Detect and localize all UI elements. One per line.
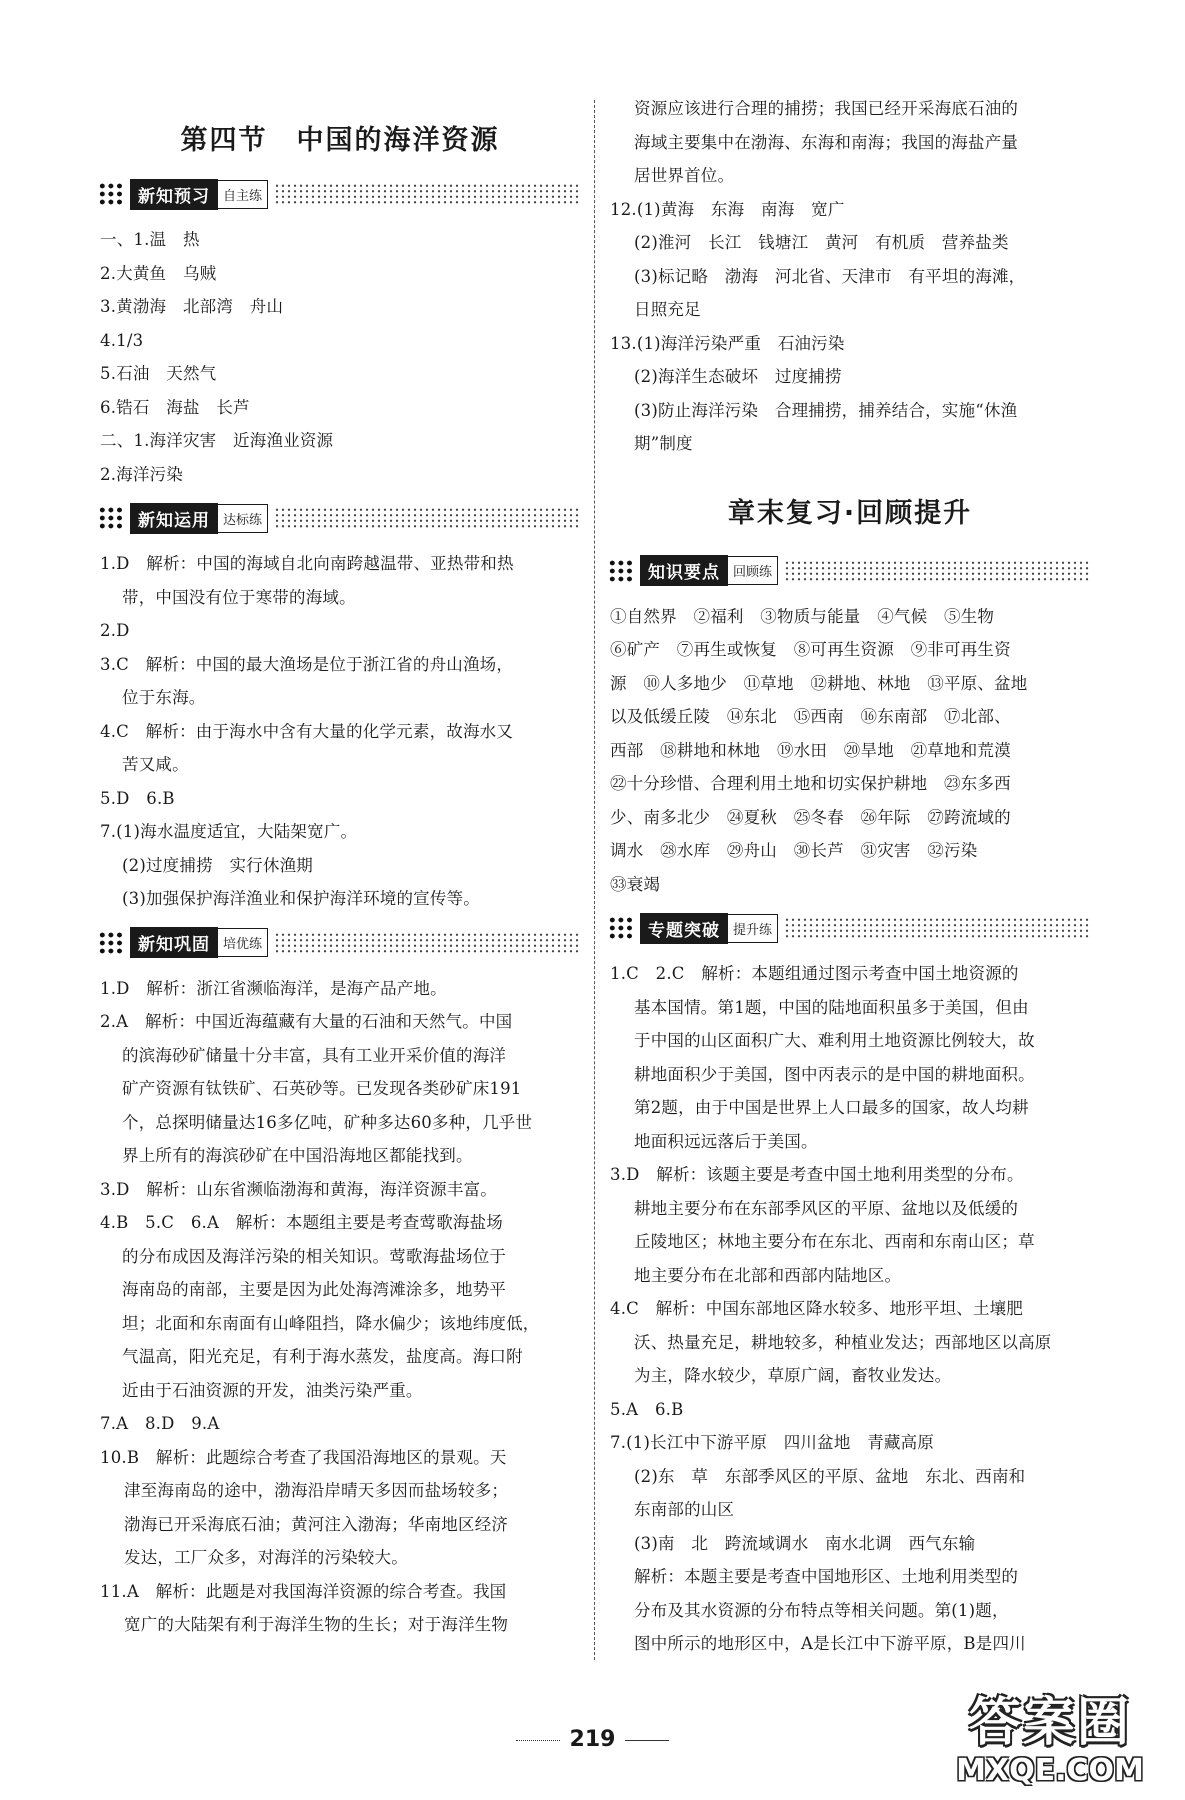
answer-block bbox=[100, 223, 580, 491]
answer-line: ①自然界 ②福利 ③物质与能量 ④气候 ⑤生物 bbox=[610, 606, 995, 626]
answer-line: (2)东 草 东部季风区的平原、盆地 东北、西南和 bbox=[634, 1466, 1026, 1486]
banner-label: 新知预习 bbox=[130, 179, 218, 210]
banner-tag: 培优练 bbox=[218, 928, 268, 957]
answer-line: 7.(1)海水温度适宜，大陆架宽广。 bbox=[100, 822, 358, 841]
answer-line: ⑥矿产 ⑦再生或恢复 ⑧可再生资源 ⑨非可再生资 bbox=[610, 640, 1011, 659]
answer-line: 12.(1)黄海 东海 南海 宽广 bbox=[610, 199, 845, 219]
banner-label: 知识要点 bbox=[640, 555, 728, 586]
answer-line: 的分布成因及海洋污染的相关知识。莺歌海盐场位于 bbox=[122, 1246, 507, 1266]
site-watermark bbox=[925, 1692, 1175, 1792]
answer-line: 10.B 解析：此题综合考查了我国沿海地区的景观。天 bbox=[100, 1447, 507, 1467]
answer-line: 调水 ㉘水库 ㉙舟山 ㉚长芦 ㉛灾害 ㉜污染 bbox=[610, 841, 978, 860]
answer-line: 发达，工厂众多，对海洋的污染较大。 bbox=[124, 1548, 408, 1567]
answer-line: 居世界首位。 bbox=[634, 166, 735, 185]
answer-line: 3.D 解析：山东省濒临渤海和黄海，海洋资源丰富。 bbox=[100, 1179, 497, 1199]
banner-label: 新知运用 bbox=[130, 503, 218, 534]
answer-line: 5.A 6.B bbox=[610, 1399, 684, 1419]
answer-line: 3.C 解析：中国的最大渔场是位于浙江省的舟山渔场， bbox=[100, 654, 514, 674]
answer-line: 少、南多北少 ㉔夏秋 ㉕冬春 ㉖年际 ㉗跨流域的 bbox=[610, 807, 1011, 827]
answer-line: 耕地面积少于美国，图中丙表示的是中国的耕地面积。 bbox=[634, 1064, 1035, 1084]
answer-block bbox=[100, 547, 580, 916]
column-divider bbox=[594, 100, 595, 1660]
answer-line: 宽广的大陆架有利于海洋生物的生长；对于海洋生物 bbox=[124, 1615, 509, 1634]
right-column bbox=[610, 92, 1090, 1661]
answer-line: 带，中国没有位于寒带的海域。 bbox=[122, 587, 356, 607]
answer-line: 沃、热量充足，耕地较多，种植业发达；西部地区以高原 bbox=[634, 1332, 1052, 1352]
answer-line: (2)海洋生态破坏 过度捕捞 bbox=[634, 367, 842, 386]
answer-line: 7.(1)长江中下游平原 四川盆地 青藏高原 bbox=[610, 1433, 935, 1452]
dot-pattern bbox=[784, 560, 1090, 582]
dot-pattern bbox=[274, 183, 580, 205]
watermark-url: MXQE.COM bbox=[956, 1753, 1144, 1788]
section-banner-consolidation bbox=[98, 928, 580, 958]
answer-line: (3)南 北 跨流域调水 南水北调 西气东输 bbox=[634, 1533, 976, 1553]
answer-line: 海南岛的南部，主要是因为此处海湾滩涂多，地势平 bbox=[122, 1280, 507, 1299]
answer-line: (3)标记略 渤海 河北省、天津市 有平坦的海滩， bbox=[634, 266, 1026, 286]
answer-line: 第2题，由于中国是世界上人口最多的国家，故人均耕 bbox=[634, 1098, 1029, 1117]
answer-line: 基本国情。第1题，中国的陆地面积虽多于美国，但由 bbox=[634, 997, 1029, 1017]
answer-line: 坦；北面和东南面有山峰阻挡，降水偏少；该地纬度低， bbox=[122, 1313, 540, 1333]
answer-line: ㉒十分珍惜、合理利用土地和切实保护耕地 ㉓东多西 bbox=[610, 774, 1011, 793]
answer-line: 为主，降水较少，草原广阔，畜牧业发达。 bbox=[634, 1366, 952, 1385]
answer-line: 个，总探明储量达16多亿吨，矿种多达60多种，几乎世 bbox=[122, 1112, 533, 1132]
answer-line: 以及低缓丘陵 ⑭东北 ⑮西南 ⑯东南部 ⑰北部、 bbox=[610, 707, 1011, 726]
answer-line: 1.D 解析：浙江省濒临海洋，是海产品产地。 bbox=[100, 978, 447, 998]
answer-line: 界上所有的海滨砂矿在中国沿海地区都能找到。 bbox=[122, 1146, 473, 1165]
answer-line: 地主要分布在北部和西部内陆地区。 bbox=[634, 1265, 902, 1285]
footer-rule-left bbox=[516, 1740, 560, 1741]
answer-line: 东南部的山区 bbox=[634, 1500, 735, 1519]
answer-line: 7.A 8.D 9.A bbox=[100, 1414, 220, 1433]
left-column bbox=[100, 90, 580, 1642]
answer-block bbox=[100, 972, 580, 1642]
answer-line: 于中国的山区面积广大、难利用土地资源比例较大，故 bbox=[634, 1031, 1035, 1050]
dot-grid-icon bbox=[608, 559, 634, 583]
section-title: 第四节 中国的海洋资源 bbox=[180, 125, 500, 156]
answer-line: 1.D 解析：中国的海域自北向南跨越温带、亚热带和热 bbox=[100, 554, 514, 573]
answer-line: 日照充足 bbox=[634, 300, 701, 319]
answer-line: 资源应该进行合理的捕捞；我国已经开采海底石油的 bbox=[634, 99, 1019, 118]
banner-tag: 提升练 bbox=[728, 914, 778, 943]
section-banner-preview bbox=[98, 179, 580, 209]
answer-line: 二、1.海洋灾害 近海渔业资源 bbox=[100, 431, 334, 450]
banner-label: 专题突破 bbox=[640, 913, 728, 944]
footer-rule-right bbox=[625, 1740, 669, 1741]
dot-grid-icon bbox=[98, 506, 124, 530]
answer-line: 6.锆石 海盐 长芦 bbox=[100, 397, 250, 417]
answer-line: 4.1/3 bbox=[100, 330, 144, 350]
answer-line: 1.C 2.C 解析：本题组通过图示考查中国土地资源的 bbox=[610, 964, 1019, 983]
answer-line: 海域主要集中在渤海、东海和南海；我国的海盐产量 bbox=[634, 132, 1019, 152]
answer-line: 11.A 解析：此题是对我国海洋资源的综合考查。我国 bbox=[100, 1581, 507, 1601]
answer-line: (2)淮河 长江 钱塘江 黄河 有机质 营养盐类 bbox=[634, 233, 1009, 252]
answer-line: 3.黄渤海 北部湾 舟山 bbox=[100, 297, 284, 316]
answer-block bbox=[610, 957, 1090, 1661]
section-banner-application bbox=[98, 503, 580, 533]
answer-line: 4.C 解析：中国东部地区降水较多、地形平坦、土壤肥 bbox=[610, 1299, 1024, 1318]
watermark-logo: 答案圈 bbox=[968, 1693, 1131, 1753]
answer-line: 气温高，阳光充足，有利于海水蒸发，盐度高。海口附 bbox=[122, 1347, 523, 1366]
answer-line: 耕地主要分布在东部季风区的平原、盆地以及低缓的 bbox=[634, 1198, 1019, 1218]
dot-grid-icon bbox=[98, 931, 124, 955]
answer-line: 4.C 解析：由于海水中含有大量的化学元素，故海水又 bbox=[100, 721, 514, 741]
answer-line: 2.A 解析：中国近海蕴藏有大量的石油和天然气。中国 bbox=[100, 1012, 513, 1031]
dot-grid-icon bbox=[608, 916, 634, 940]
dot-grid-icon bbox=[98, 182, 124, 206]
answer-line: 5.D 6.B bbox=[100, 788, 175, 808]
answer-line: 2.海洋污染 bbox=[100, 464, 183, 484]
dot-pattern bbox=[274, 507, 580, 529]
answer-line: 2.D bbox=[100, 621, 130, 640]
answer-line: 西部 ⑱耕地和林地 ⑲水田 ⑳旱地 ㉑草地和荒漠 bbox=[610, 740, 1011, 760]
answer-line: 的滨海砂矿储量十分丰富，具有工业开采价值的海洋 bbox=[122, 1045, 507, 1065]
answer-line: ㉝衰竭 bbox=[610, 874, 661, 894]
answer-line: 源 ⑩人多地少 ⑪草地 ⑫耕地、林地 ⑬平原、盆地 bbox=[610, 673, 1028, 693]
dot-pattern bbox=[784, 917, 1090, 939]
answer-line: 3.D 解析：该题主要是考查中国土地利用类型的分布。 bbox=[610, 1165, 1024, 1184]
answer-line: 丘陵地区；林地主要分布在东北、西南和东南山区；草 bbox=[634, 1232, 1035, 1251]
answer-line: 期”制度 bbox=[634, 434, 693, 453]
answer-line: 津至海南岛的途中，渤海沿岸晴天多因而盐场较多； bbox=[124, 1481, 509, 1500]
answer-line: 渤海已开采海底石油；黄河注入渤海；华南地区经济 bbox=[124, 1514, 509, 1534]
answer-line: 5.石油 天然气 bbox=[100, 364, 217, 383]
answer-line: (3)加强保护海洋渔业和保护海洋环境的宣传等。 bbox=[122, 889, 480, 908]
answer-line: 苦又咸。 bbox=[122, 755, 189, 774]
answer-line: 位于东海。 bbox=[122, 688, 206, 707]
answer-line: 地面积远远落后于美国。 bbox=[634, 1131, 818, 1151]
banner-tag: 自主练 bbox=[218, 180, 268, 209]
review-title: 章末复习·回顾提升 bbox=[727, 497, 973, 529]
answer-line: 解析：本题主要是考查中国地形区、土地利用类型的 bbox=[634, 1567, 1019, 1586]
answer-line: 图中所示的地形区中，A是长江中下游平原，B是四川 bbox=[634, 1634, 1026, 1653]
answer-line: 矿产资源有钛铁矿、石英砂等。已发现各类砂矿床191 bbox=[122, 1079, 522, 1098]
answer-line: (3)防止海洋污染 合理捕捞，捕养结合，实施“休渔 bbox=[634, 400, 1018, 420]
answer-line: 一、1.温 热 bbox=[100, 230, 200, 249]
answer-line: 4.B 5.C 6.A 解析：本题组主要是考查莺歌海盐场 bbox=[100, 1213, 503, 1232]
answer-line: 2.大黄鱼 乌贼 bbox=[100, 263, 217, 283]
banner-label: 新知巩固 bbox=[130, 927, 218, 958]
page-number: 219 bbox=[569, 1727, 616, 1752]
answer-line: (2)过度捕捞 实行休渔期 bbox=[122, 855, 313, 875]
banner-tag: 达标练 bbox=[218, 504, 268, 533]
section-banner-topic-breakthrough bbox=[608, 913, 1090, 943]
answer-block bbox=[610, 92, 1090, 461]
answer-block bbox=[610, 600, 1090, 902]
banner-tag: 回顾练 bbox=[728, 556, 778, 585]
answer-line: 近由于石油资源的开发，油类污染严重。 bbox=[122, 1380, 423, 1400]
answer-line: 分布及其水资源的分布特点等相关问题。第(1)题， bbox=[634, 1600, 1009, 1620]
answer-line: 13.(1)海洋污染严重 石油污染 bbox=[610, 333, 845, 353]
section-banner-key-points bbox=[608, 556, 1090, 586]
dot-pattern bbox=[274, 932, 580, 954]
